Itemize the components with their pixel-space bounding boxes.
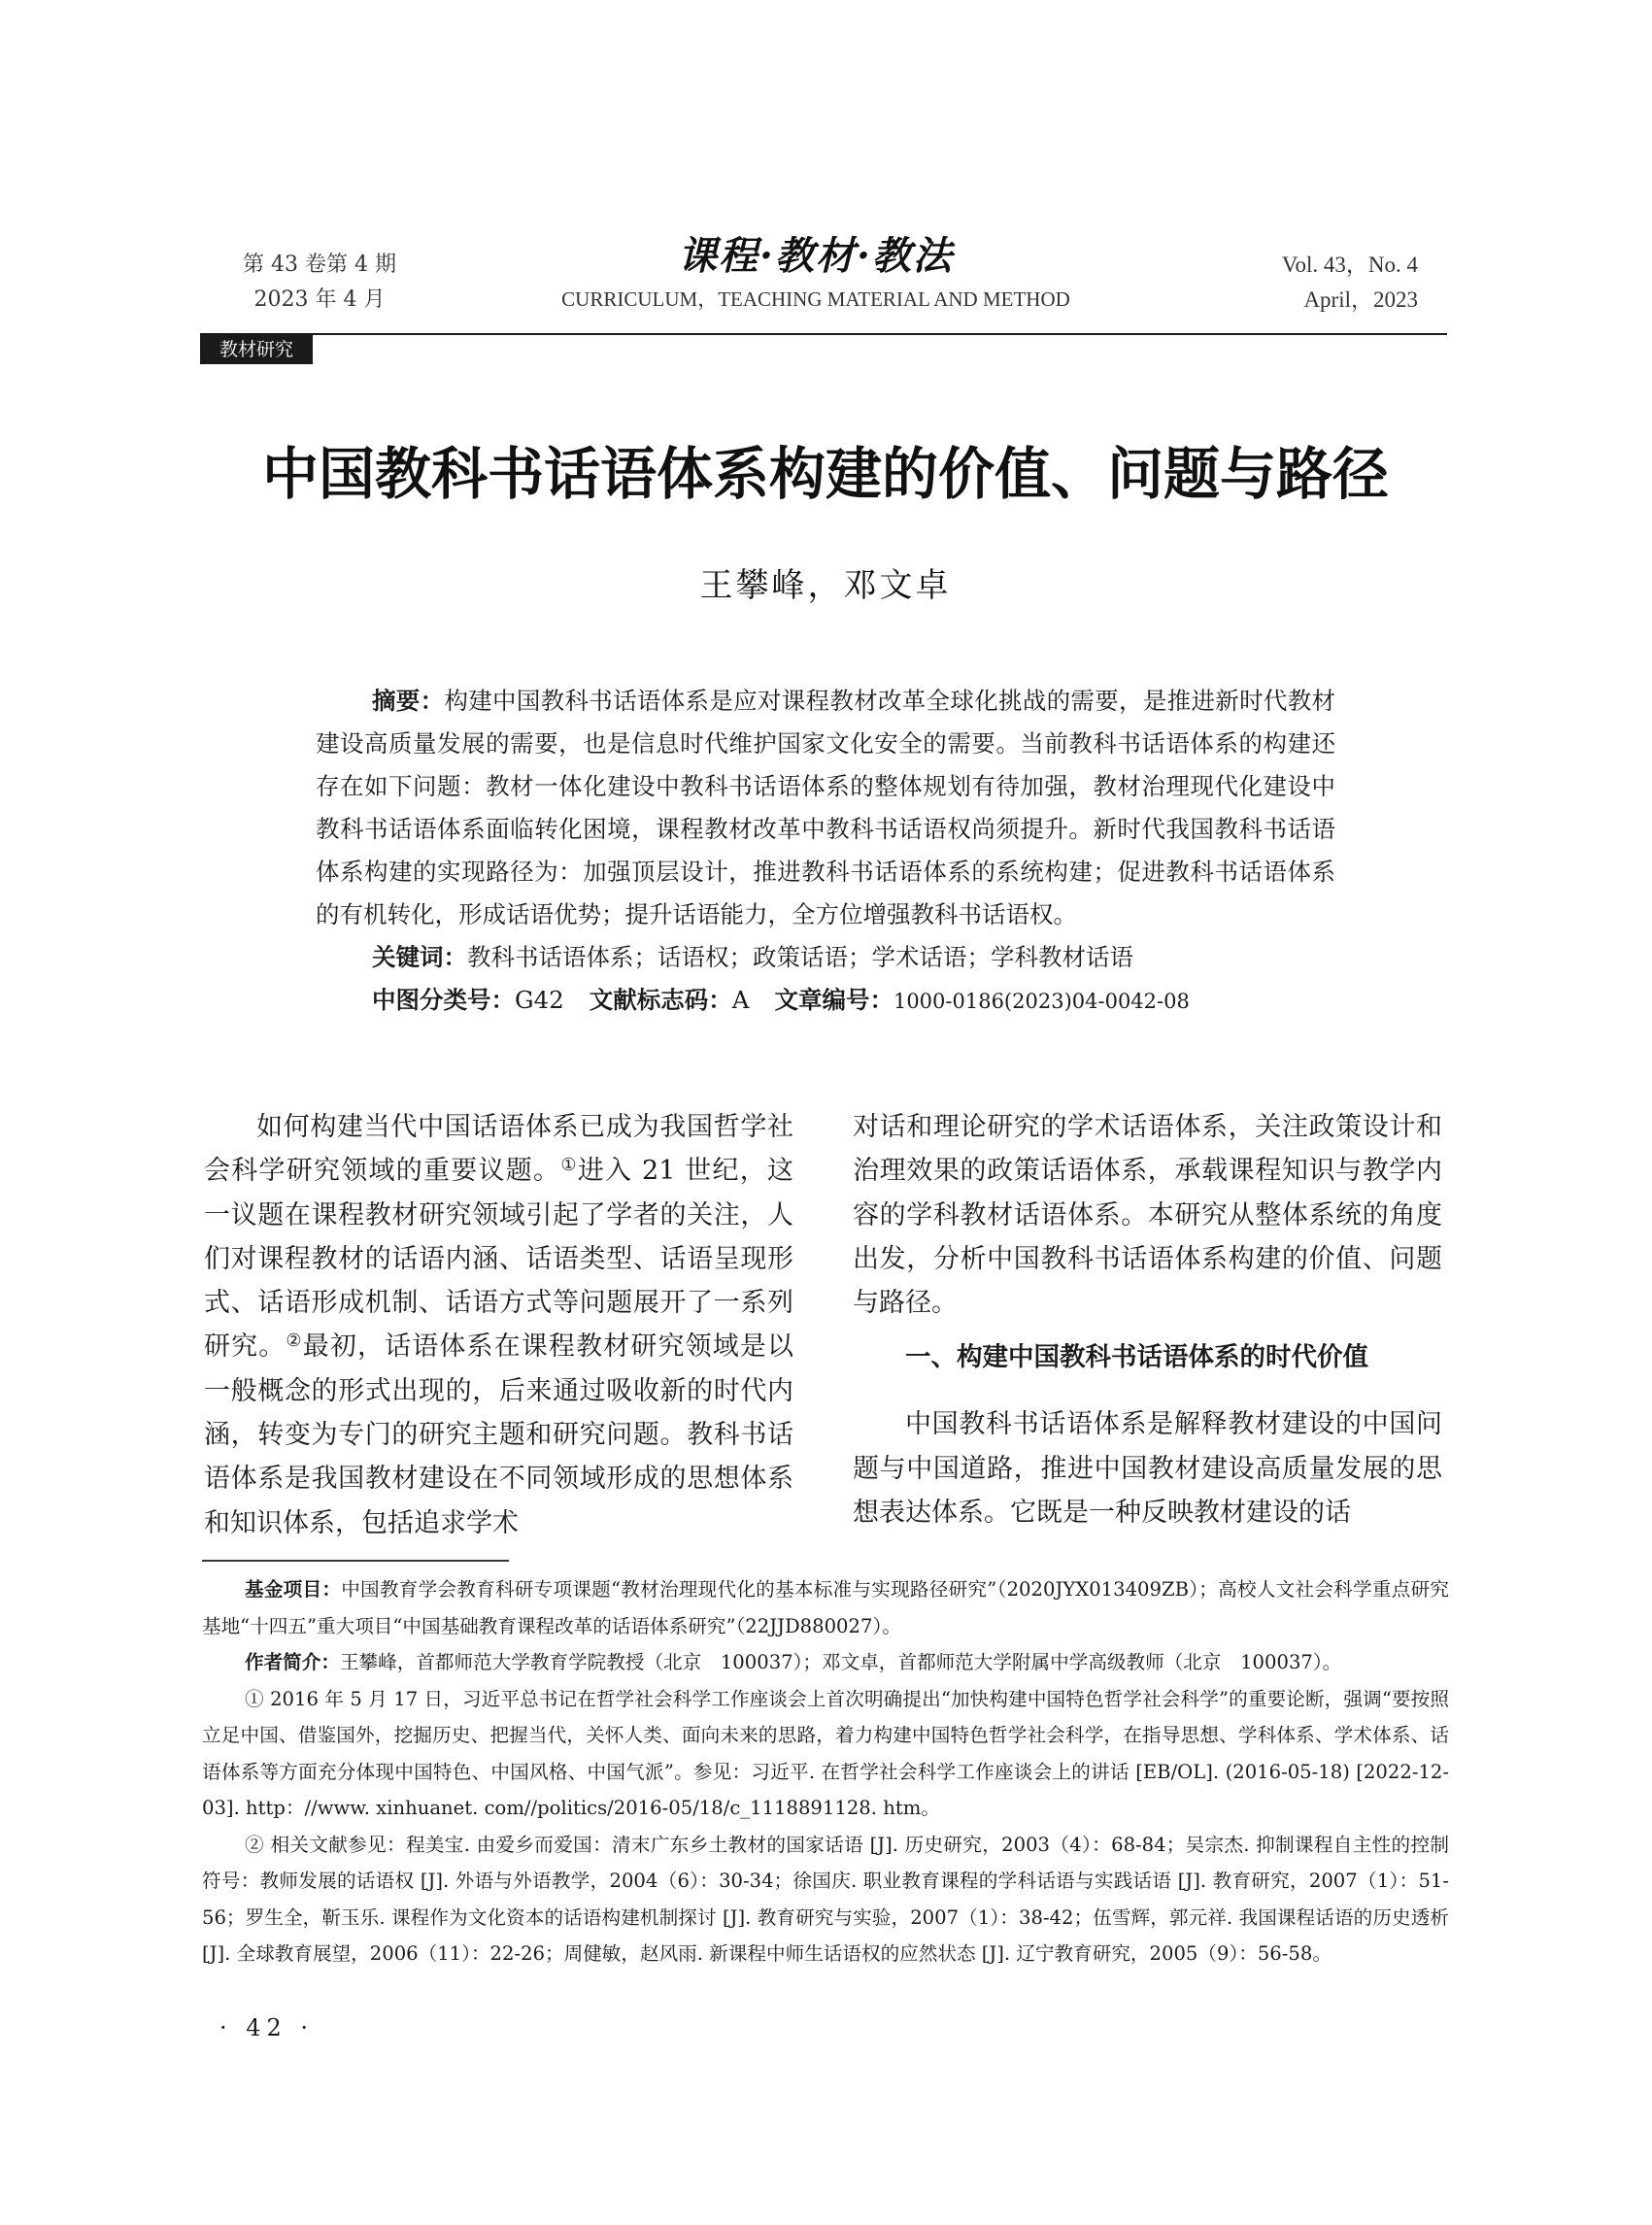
footnote-2: ② 相关文献参见：程美宝. 由爱乡而爱国：清末广东乡土教材的国家话语 [J]. 历史研究，2003（4）：68-84；吴宗杰. 抑制课程自主性的控制符号：教师发展的话语权 [J]. 外语与外语教学，2004（6）：30-34；徐国庆. 职业教育课程的学科话语与实践话语 [J]. 教育研究，2007（1）：51-56；罗生全，靳玉乐. 课程作为文化资本的话语构建机制探讨 [J]. 教育研究与实验，2007（1）：38-42；伍雪辉，郭元祥. 我国课程话语的历史透析 [J]. 全球教育展望，2006（11）：22-26；周健敏，赵风雨. 新课程中师生话语权的应然状态 [J]. 辽宁教育研究，2005（9）：56-58。: [202, 1833, 1449, 1965]
body-column-left: [204, 1105, 793, 1545]
header-rule: [200, 333, 1447, 335]
body-paragraph: 对话和理论研究的学术话语体系，关注政策设计和治理效果的政策话语体系，承载课程知识与教学内容的学科教材话语体系。本研究从整体系统的角度出发，分析中国教科书话语体系构建的价值、问题与路径。: [853, 1112, 1442, 1319]
classification-line: [316, 979, 1335, 1023]
abstract-block: [316, 680, 1335, 1023]
footnote-1: ① 2016 年 5 月 17 日，习近平总书记在哲学社会科学工作座谈会上首次明确提出“加快构建中国特色哲学社会科学”的重要论断，强调“要按照立足中国、借鉴国外，挖掘历史、把握当代，关怀人类、面向未来的思路，着力构建中国特色哲学社会科学，在指导思想、学科体系、学术体系、话语体系等方面充分体现中国特色、中国风格、中国气派”。参见：习近平. 在哲学社会科学工作座谈会上的讲话 [EB/OL]. (2016-05-18) [2022-12-03]. http：//www. xinhuanet. com//politics/2016-05/18/c_1118891128. htm。: [202, 1687, 1449, 1819]
volume-cn: 第 43 卷第 4 期: [243, 253, 396, 277]
footnote-ref-2[interactable]: ②: [286, 1331, 303, 1352]
date-cn: 2023 年 4 月: [253, 287, 386, 312]
article-authors: 王攀峰，邓文卓: [699, 566, 952, 605]
body-paragraph: [204, 1105, 793, 1545]
section-heading: 一、构建中国教科书话语体系的时代价值: [905, 1342, 1368, 1373]
journal-masthead: [505, 231, 1127, 315]
issue-info-cn: [237, 248, 402, 318]
author-label: 作者简介：: [245, 1651, 340, 1673]
keywords-text: 教科书话语体系；话语权；政策话语；学术话语；学科教材话语: [467, 943, 1133, 971]
article-title: 中国教科书话语体系构建的价值、问题与路径: [261, 441, 1389, 507]
keywords-label: 关键词：: [372, 943, 467, 971]
page-number: · 42 ·: [219, 2014, 315, 2041]
clc-label: 中图分类号：: [372, 986, 515, 1014]
footnotes-block: [202, 1571, 1449, 1972]
volume-en: Vol. 43，No. 4: [1281, 253, 1418, 277]
fund-note: [202, 1571, 1449, 1644]
abstract-label: 摘要：: [372, 687, 445, 715]
fund-text: 中国教育学会教育科研专项课题“教材治理现代化的基本标准与实现路径研究”（2020JYX013409ZB）；高校人文社会科学重点研究基地“十四五”重大项目“中国基础教育课程改革的话语体系研究”（22JJD880027）。: [202, 1578, 1449, 1637]
footnote-ref-1[interactable]: ①: [560, 1155, 578, 1176]
date-en: April，2023: [1303, 287, 1418, 312]
body-text: 进入 21 世纪，这一议题在课程教材研究领域引起了学者的关注，人们对课程教材的话语内涵、话语类型、话语呈现形式、话语形成机制、话语方式等问题展开了一系列研究。: [204, 1156, 794, 1363]
abstract-paragraph: [316, 680, 1335, 936]
body-text: 如何构建当代中国话语体系已成为我国哲学社会科学研究领域的重要议题。: [204, 1112, 793, 1187]
issue-info-en: [1243, 248, 1418, 318]
body-column-right: [853, 1105, 1442, 1534]
article-no-label: 文章编号：: [774, 986, 893, 1014]
fund-label: 基金项目：: [245, 1578, 342, 1601]
clc-value: G42: [515, 986, 564, 1014]
doc-code-label: 文献标志码：: [589, 986, 732, 1014]
footnote-rule: [202, 1560, 509, 1562]
abstract-text: 构建中国教科书话语体系是应对课程教材改革全球化挑战的需要，是推进新时代教材建设高质量发展的需要，也是信息时代维护国家文化安全的需要。当前教科书话语体系的构建还存在如下问题：教材一体化建设中教科书话语体系的整体规划有待加强，教材治理现代化建设中教科书话语体系面临转化困境，课程教材改革中教科书话语权尚须提升。新时代我国教科书话语体系构建的实现路径为：加强顶层设计，推进教科书话语体系的系统构建；促进教科书话语体系的有机转化，形成话语优势；提升话语能力，全方位增强教科书话语权。: [316, 687, 1336, 928]
author-text: 王攀峰，首都师范大学教育学院教授（北京 100037）；邓文卓，首都师范大学附属中学高级教师（北京 100037）。: [339, 1651, 1342, 1673]
article-no-value: 1000-0186(2023)04-0042-08: [893, 990, 1190, 1013]
section-tag: 教材研究: [200, 335, 313, 364]
body-text: 最初，话语体系在课程教材研究领域是以一般概念的形式出现的，后来通过吸收新的时代内涵，转变为专门的研究主题和研究问题。教科书话语体系是我国教材建设在不同领域形成的思想体系和知识体系，包括追求学术: [204, 1332, 794, 1538]
journal-name-en: CURRICULUM，TEACHING MATERIAL AND METHOD: [561, 287, 1070, 311]
author-note: [202, 1644, 1449, 1681]
keywords-line: [316, 936, 1335, 979]
body-paragraph: 中国教科书话语体系是解释教材建设的中国问题与中国道路，推进中国教材建设高质量发展的思想表达体系。它既是一种反映教材建设的话: [853, 1409, 1442, 1529]
journal-logo-cn: 课程·教材·教法: [678, 233, 954, 279]
doc-code-value: A: [731, 986, 750, 1014]
